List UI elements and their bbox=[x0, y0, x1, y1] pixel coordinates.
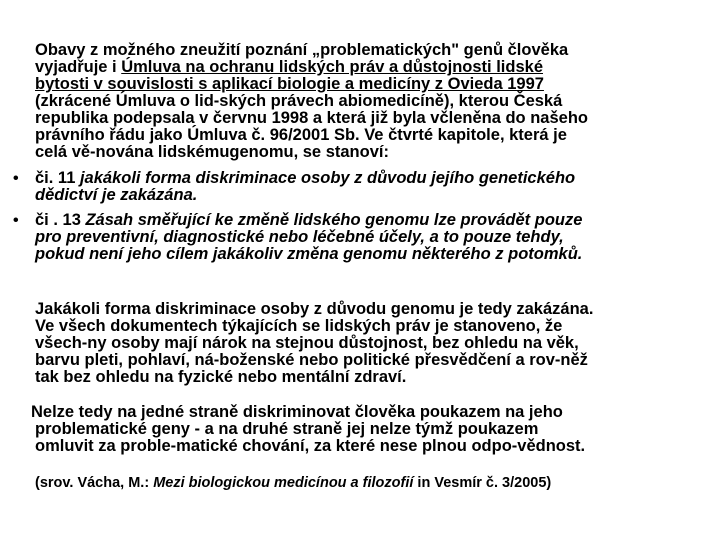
paragraph-1-line-2-text: vyjadřuje i bbox=[35, 58, 122, 76]
paragraph-1-line-2 bbox=[35, 59, 543, 76]
bullet-1-line-1 bbox=[35, 170, 575, 187]
paragraph-1-line-7: celá vě-nována lidskémugenomu, se stanoví: bbox=[35, 143, 389, 161]
citation-close: in Vesmír č. 3/2005) bbox=[413, 475, 552, 491]
paragraph-1-line-1: Obavy z možného zneužití poznání „problematických" genů člověka bbox=[35, 41, 569, 59]
bullet-2-line-2: pro preventivní, diagnostické nebo léčebné účely, a to pouze tehdy, bbox=[35, 228, 564, 246]
paragraph-3-line-3: omluvit za proble-matické chování, za které nese plnou odpo-vědnost. bbox=[35, 437, 586, 455]
bullet-2-line-1 bbox=[35, 212, 582, 229]
bullet-marker: • bbox=[13, 212, 19, 229]
citation-title: Mezi biologickou medicínou a filozofií bbox=[153, 475, 414, 491]
paragraph-3-line-1: Nelze tedy na jedné straně diskriminovat člověka poukazem na jeho bbox=[31, 403, 563, 421]
bullet-2-lead: či . 13 bbox=[35, 211, 86, 229]
bullet-2-line-3: pokud není jeho cílem jakákoliv změna genomu některého z potomků. bbox=[35, 245, 583, 263]
paragraph-2-line-5: tak bez ohledu na fyzické nebo mentální zdraví. bbox=[35, 368, 407, 386]
bullet-marker: • bbox=[13, 170, 19, 187]
citation-open: (srov. Vácha, M.: bbox=[35, 475, 154, 491]
paragraph-1-line-3: bytosti v souvislosti s aplikací biologie a medicíny z Ovieda 1997 bbox=[35, 75, 544, 93]
paragraph-1-line-4: (zkrácené Úmluva o lid-ských právech abiomedicíně), kterou Česká bbox=[35, 92, 563, 110]
convention-title: Úmluva na ochranu lidských práv a důstojnosti lidské bbox=[121, 58, 543, 76]
bullet-1-lead: či. 11 bbox=[35, 169, 80, 187]
paragraph-2-line-3: všech-ny osoby mají nárok na stejnou důstojnost, bez ohledu na věk, bbox=[35, 334, 579, 352]
paragraph-1-line-6: právního řádu jako Úmluva č. 96/2001 Sb. Ve čtvrté kapitole, která je bbox=[35, 126, 567, 144]
paragraph-2-line-2: Ve všech dokumentech týkajících se lidských práv je stanoveno, že bbox=[35, 317, 563, 335]
bullet-2-text: Zásah směřující ke změně lidského genomu lze provádět pouze bbox=[85, 211, 583, 229]
bullet-1-line-2: dědictví je zakázána. bbox=[35, 186, 198, 204]
paragraph-1-line-5: republika podepsala v červnu 1998 a která již byla včleněna do našeho bbox=[35, 109, 588, 127]
paragraph-2-line-4: barvu pleti, pohlaví, ná-boženské nebo politické přesvědčení a rov-něž bbox=[35, 351, 588, 369]
paragraph-3-line-2: problematické geny - a na druhé straně jej nelze týmž poukazem bbox=[35, 420, 539, 438]
paragraph-2-line-1: Jakákoli forma diskriminace osoby z důvodu genomu je tedy zakázána. bbox=[35, 300, 594, 318]
bullet-1-text: jakákoli forma diskriminace osoby z důvodu jejího genetického bbox=[79, 169, 576, 187]
citation bbox=[35, 475, 551, 492]
